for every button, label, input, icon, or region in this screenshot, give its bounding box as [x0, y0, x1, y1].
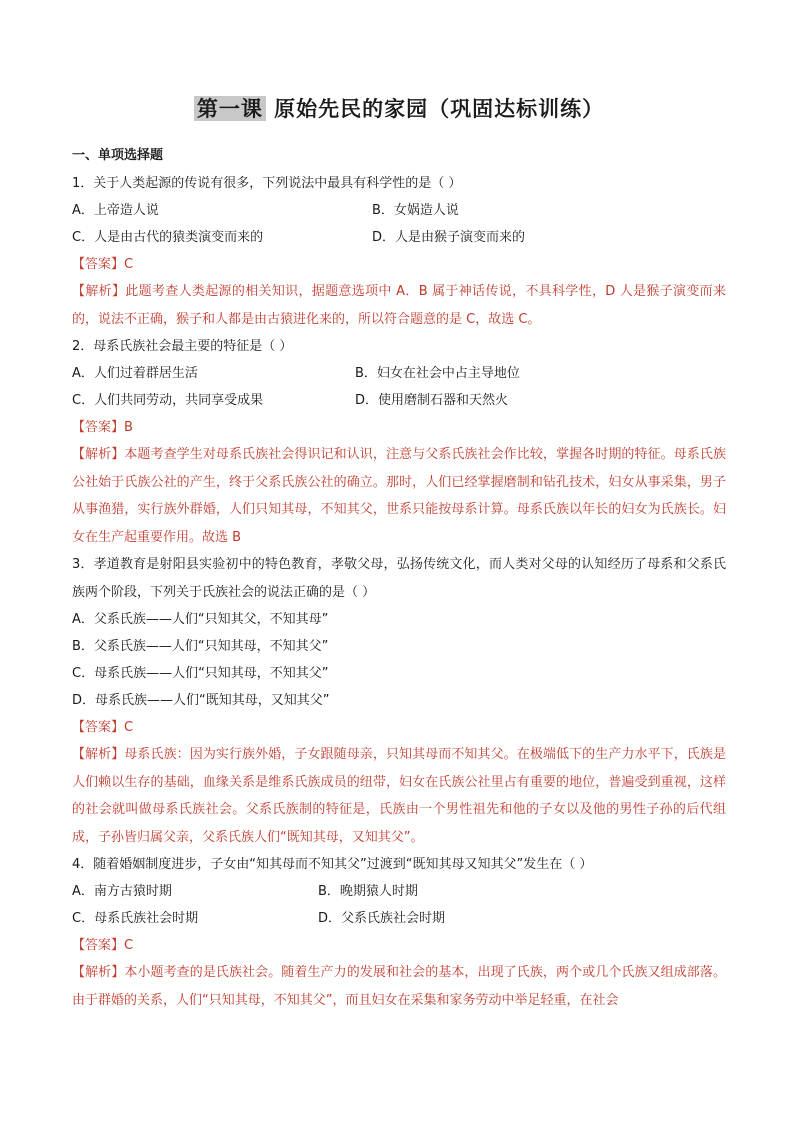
explanation-text-cont: ，而且妇女在采集和家务劳动中举足轻重，在社会: [332, 992, 619, 1008]
explanation-label: 【解析】: [72, 965, 125, 980]
explanation-text: 母系氏族：因为实行族外婚，子女跟随母亲，只知其母而不知其父。在极端低下的生产力水平下，氏族是人们赖以生存的基础，血缘关系是维系氏族成员的纽带，妇女在氏族公社里占有重要的地位，普遍受到重视，这样的社会就叫做母系氏族社会。父系氏族制的特征是，氏族由一个男性祖先和他的子女以及他的男性子孙的后代组成，子孙皆归属父亲，父系氏族人们“既知其母，又知其父”。: [72, 747, 726, 845]
option-b: B．晚期猿人时期: [318, 884, 418, 899]
explanation-label: 【解析】: [72, 747, 125, 762]
answer-line: [72, 714, 726, 741]
option-c: C．人们共同劳动，共同享受成果: [72, 393, 264, 408]
answer-value: C: [124, 720, 134, 735]
answer-line: [72, 414, 726, 441]
question-stem: 4．随着婚姻制度进步，子女由“知其母而不知其父”过渡到“既知其母又知其父”发生在（ ）: [72, 857, 593, 872]
explanation: [72, 741, 726, 851]
answer-label: 【答案】: [72, 938, 125, 953]
option-d: D．母系氏族——人们“既知其母，又知其父”: [72, 693, 330, 708]
explanation-text: 此题考查人类起源的相关知识，据题意选项中 A．B 属于神话传说，不具科学性，D 人是猴子演变而来的，说法不正确，猴子和人都是由古猿进化来的，所以符合题意的是 C，故选 C。: [72, 284, 726, 327]
option-b: B．父系氏族——人们“只知其母，不知其父”: [72, 639, 329, 654]
question-1: [72, 170, 726, 333]
question-3: [72, 551, 726, 851]
option-a: A．人们过着群居生活: [72, 366, 198, 381]
question-stem: 1．关于人类起源的传说有很多，下列说法中最具有科学性的是（ ）: [72, 176, 462, 191]
explanation-quote: “只知其母，不知其父”: [202, 992, 333, 1008]
options: [72, 197, 726, 251]
answer-value: B: [124, 420, 133, 435]
page-title: [72, 94, 726, 124]
question-2: [72, 333, 726, 551]
option-a: A．上帝造人说: [72, 203, 159, 218]
option-d: D．使用磨制石器和天然火: [355, 393, 509, 408]
question-4: [72, 851, 726, 1014]
answer-label: 【答案】: [72, 257, 125, 272]
question-stem: 3．孝道教育是射阳县实验初中的特色教育，孝敬父母，弘扬传统文化，而人类对父母的认知经历了母系和父系氏族两个阶段，下列关于氏族社会的说法正确的是（ ）: [72, 557, 726, 600]
section-heading: 一、单项选择题: [72, 148, 164, 163]
title-highlight: 第一课: [194, 96, 266, 121]
options: [72, 606, 726, 714]
option-c: C．母系氏族——人们“只知其母，不知其父”: [72, 666, 329, 681]
option-a: A．南方古猿时期: [72, 884, 172, 899]
answer-line: [72, 932, 726, 959]
answer-label: 【答案】: [72, 420, 125, 435]
question-stem: 2．母系氏族社会最主要的特征是（ ）: [72, 339, 293, 354]
option-c: C．人是由古代的猿类演变而来的: [72, 230, 264, 245]
option-c: C．母系氏族社会时期: [72, 911, 199, 926]
option-b: B．女娲造人说: [372, 203, 459, 218]
title-text: 原始先民的家园（巩固达标训练）: [274, 96, 605, 121]
explanation-label: 【解析】: [72, 284, 126, 299]
explanation-text: 本题考查学生对母系氏族社会得识记和认识，注意与父系氏族社会作比较，掌握各时期的特征。母系氏族公社始于氏族公社的产生，终于父系氏族公社的确立。那时，人们已经掌握磨制和钻孔技术，妇女从事采集，男子从事渔猎，实行族外群婚，人们只知其母，不知其父，世系只能按母系计算。母系氏族以年长的妇女为氏族长。妇女在生产起重要作用。故选 B: [72, 447, 726, 545]
answer-value: C: [124, 938, 134, 953]
answer-label: 【答案】: [72, 720, 125, 735]
option-d: D．人是由猴子演变而来的: [372, 230, 526, 245]
explanation: [72, 441, 726, 551]
options: [72, 878, 726, 932]
explanation-label: 【解析】: [72, 447, 125, 462]
option-d: D．父系氏族社会时期: [318, 911, 446, 926]
explanation: [72, 278, 726, 333]
option-a: A．父系氏族——人们“只知其父，不知其母”: [72, 612, 329, 627]
answer-value: C: [124, 257, 134, 272]
explanation-text: 本小题考查的是氏族社会。随着生产力的发展和社会的基本，出现了氏族，两个或几个氏族又组成部落。由于群婚的关系，人们: [72, 965, 726, 1008]
answer-line: [72, 251, 726, 278]
explanation: [72, 959, 726, 1014]
options: [72, 360, 726, 414]
option-b: B．妇女在社会中占主导地位: [355, 366, 520, 381]
